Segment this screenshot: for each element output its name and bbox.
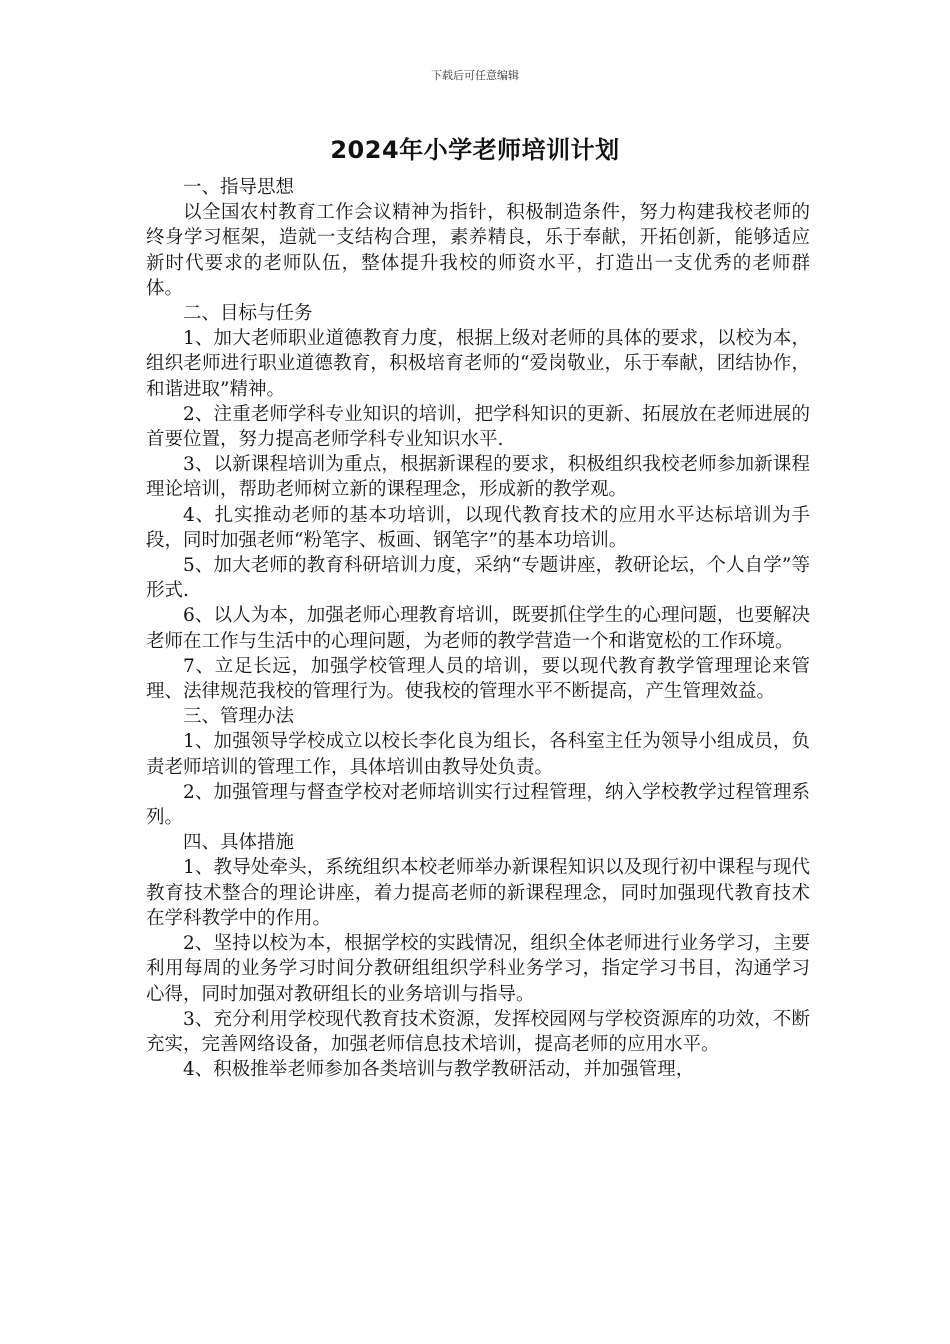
document-body (146, 175, 810, 1082)
paragraph: 1、加大老师职业道德教育力度，根据上级对老师的具体的要求，以校为本，组织老师进行职业道德教育，积极培育老师的“爱岗敬业，乐于奉献，团结协作，和谐进取”精神。 (146, 328, 810, 400)
paragraph: 2、坚持以校为本，根据学校的实践情况，组织全体老师进行业务学习，主要利用每周的业务学习时间分教研组组织学科业务学习，指定学习书目，沟通学习心得，同时加强对教研组长的业务培训与指导。 (146, 933, 810, 1005)
section-heading: 四、具体措施 (183, 832, 295, 854)
header-note: 下载后可任意编辑 (431, 69, 519, 82)
paragraph: 3、以新课程培训为重点，根据新课程的要求，积极组织我校老师参加新课程理论培训，帮助老师树立新的课程理念，形成新的教学观。 (146, 454, 810, 501)
paragraph: 7、立足长远，加强学校管理人员的培训，要以现代教育教学管理理论来管理、法律规范我校的管理行为。使我校的管理水平不断提高，产生管理效益。 (146, 655, 810, 703)
section-heading: 一、指导思想 (183, 177, 295, 198)
paragraph: 6、以人为本，加强老师心理教育培训，既要抓住学生的心理问题，也要解决老师在工作与生活中的心理问题，为老师的教学营造一个和谐宽松的工作环境。 (146, 605, 810, 652)
section-heading: 二、目标与任务 (183, 303, 313, 325)
paragraph: 以全国农村教育工作会议精神为指针，积极制造条件，努力构建我校老师的终身学习框架，造就一支结构合理，素养精良，乐于奉献，开拓创新，能够适应新时代要求的老师队伍，整体提升我校的师资水平，打造出一支优秀的老师群体。 (146, 202, 810, 299)
paragraph: 5、加大老师的教育科研培训力度，采纳“专题讲座，教研论坛，个人自学”等形式. (146, 555, 810, 602)
section-heading: 三、管理办法 (183, 706, 295, 728)
document-title: 2024年小学老师培训计划 (330, 136, 620, 164)
paragraph: 1、教导处牵头，系统组织本校老师举办新课程知识以及现行初中课程与现代教育技术整合的理论讲座，着力提高老师的新课程理念，同时加强现代教育技术在学科教学中的作用。 (146, 857, 810, 929)
paragraph: 1、加强领导学校成立以校长李化良为组长，各科室主任为领导小组成员，负责老师培训的管理工作，具体培训由教导处负责。 (146, 731, 810, 778)
paragraph: 3、充分利用学校现代教育技术资源，发挥校园网与学校资源库的功效，不断充实，完善网络设备，加强老师信息技术培训，提高老师的应用水平。 (146, 1008, 810, 1055)
paragraph: 2、注重老师学科专业知识的培训，把学科知识的更新、拓展放在老师进展的首要位置，努力提高老师学科专业知识水平. (146, 403, 810, 451)
paragraph: 4、积极推举老师参加各类培训与教学教研活动，并加强管理， (183, 1059, 695, 1081)
paragraph: 2、加强管理与督查学校对老师培训实行过程管理，纳入学校教学过程管理系列。 (146, 781, 810, 829)
paragraph: 4、扎实推动老师的基本功培训，以现代教育技术的应用水平达标培训为手段，同时加强老师“粉笔字、板画、钢笔字”的基本功培训。 (146, 504, 810, 551)
